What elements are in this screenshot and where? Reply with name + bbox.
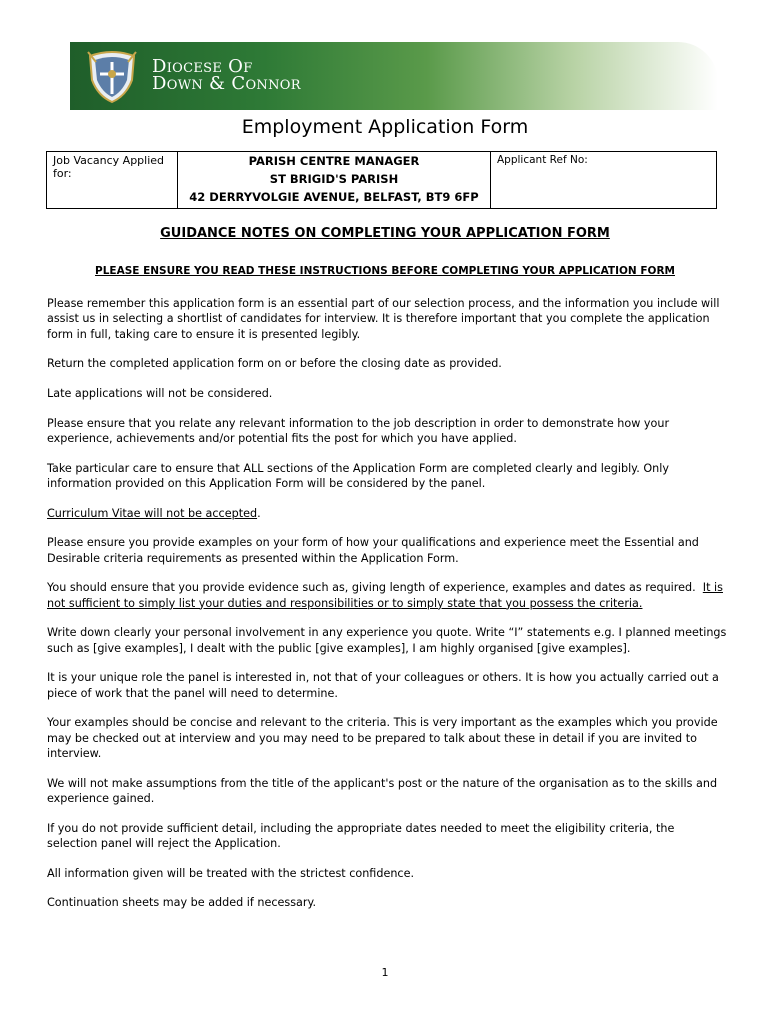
diocese-crest-icon <box>86 50 138 104</box>
paragraph-15: Continuation sheets may be added if necessary. <box>47 896 317 910</box>
instruction-heading: PLEASE ENSURE YOU READ THESE INSTRUCTIONS BEFORE COMPLETING YOUR APPLICATION FORM <box>95 265 675 277</box>
org-name-line2: Down & Connor <box>152 73 301 94</box>
vacancy-details <box>178 152 491 209</box>
applicant-ref-field[interactable] <box>491 152 717 209</box>
paragraph-8 <box>47 580 727 611</box>
guidance-notes <box>47 296 727 925</box>
guidance-heading: GUIDANCE NOTES ON COMPLETING YOUR APPLICATION FORM <box>160 226 610 241</box>
page-number: 1 <box>381 966 389 979</box>
paragraph-2: Return the completed application form on or before the closing date as provided. <box>47 357 502 371</box>
diocese-logo-text <box>152 58 301 92</box>
org-name-line1: Diocese Of <box>152 56 253 77</box>
paragraph-12: We will not make assumptions from the title of the applicant's post or the nature of the organisation as to the skills and experience gained. <box>47 776 718 805</box>
paragraph-6-end: . <box>257 506 261 520</box>
paragraph-1: Please remember this application form is an essential part of our selection process, and the information you include will assist us in selecting a shortlist of candidates for interview. It is therefore important that you complete the application form in full, taking care to ensure it is presented legibly. <box>47 297 720 341</box>
paragraph-5: Take particular care to ensure that ALL sections of the Application Form are completed clearly and legibly. Only information provided on this Application Form will be considered by the panel. <box>47 461 669 490</box>
paragraph-14: All information given will be treated with the strictest confidence. <box>47 866 415 880</box>
paragraph-7: Please ensure you provide examples on your form of how your qualifications and experience meet the Essential and Desirable criteria requirements as presented within the Application Form. <box>47 536 699 565</box>
paragraph-10: It is your unique role the panel is interested in, not that of your colleagues or others. It is how you actually carried out a piece of work that the panel will need to determine. <box>47 671 719 700</box>
applicant-ref-label: Applicant Ref No: <box>497 154 588 166</box>
paragraph-3: Late applications will not be considered. <box>47 386 273 400</box>
vacancy-parish: ST BRIGID'S PARISH <box>269 172 399 186</box>
vacancy-address: 42 DERRYVOLGIE AVENUE, BELFAST, BT9 6FP <box>189 190 479 204</box>
paragraph-8-start: You should ensure that you provide evidence such as, giving length of experience, examples and dates as required. <box>47 581 703 595</box>
paragraph-8-underlined: It is not sufficient to simply list your duties and responsibilities or to simply state that you possess the criteria. <box>47 581 723 610</box>
vacancy-table <box>46 151 717 209</box>
paragraph-11: Your examples should be concise and relevant to the criteria. This is very important as the examples which you provide may be checked out at interview and you may need to be prepared to talk about these in detail if you are invited to interview. <box>47 716 718 760</box>
vacancy-label: Job Vacancy Applied for: <box>47 152 178 209</box>
page-title: Employment Application Form <box>241 116 529 138</box>
paragraph-13: If you do not provide sufficient detail, including the appropriate dates needed to meet the eligibility criteria, the selection panel will reject the Application. <box>47 821 675 850</box>
cv-not-accepted: Curriculum Vitae will not be accepted <box>47 506 258 520</box>
paragraph-4: Please ensure that you relate any relevant information to the job description in order to demonstrate how your experience, achievements and/or potential fits the post for which you have applied. <box>47 416 670 445</box>
paragraph-6 <box>47 506 727 521</box>
vacancy-position: PARISH CENTRE MANAGER <box>248 154 420 168</box>
paragraph-9: Write down clearly your personal involvement in any experience you quote. Write “I” statements e.g. I planned meetings such as [give examples], I dealt with the public [give examples], I am highly organised [give examples]. <box>47 626 727 655</box>
